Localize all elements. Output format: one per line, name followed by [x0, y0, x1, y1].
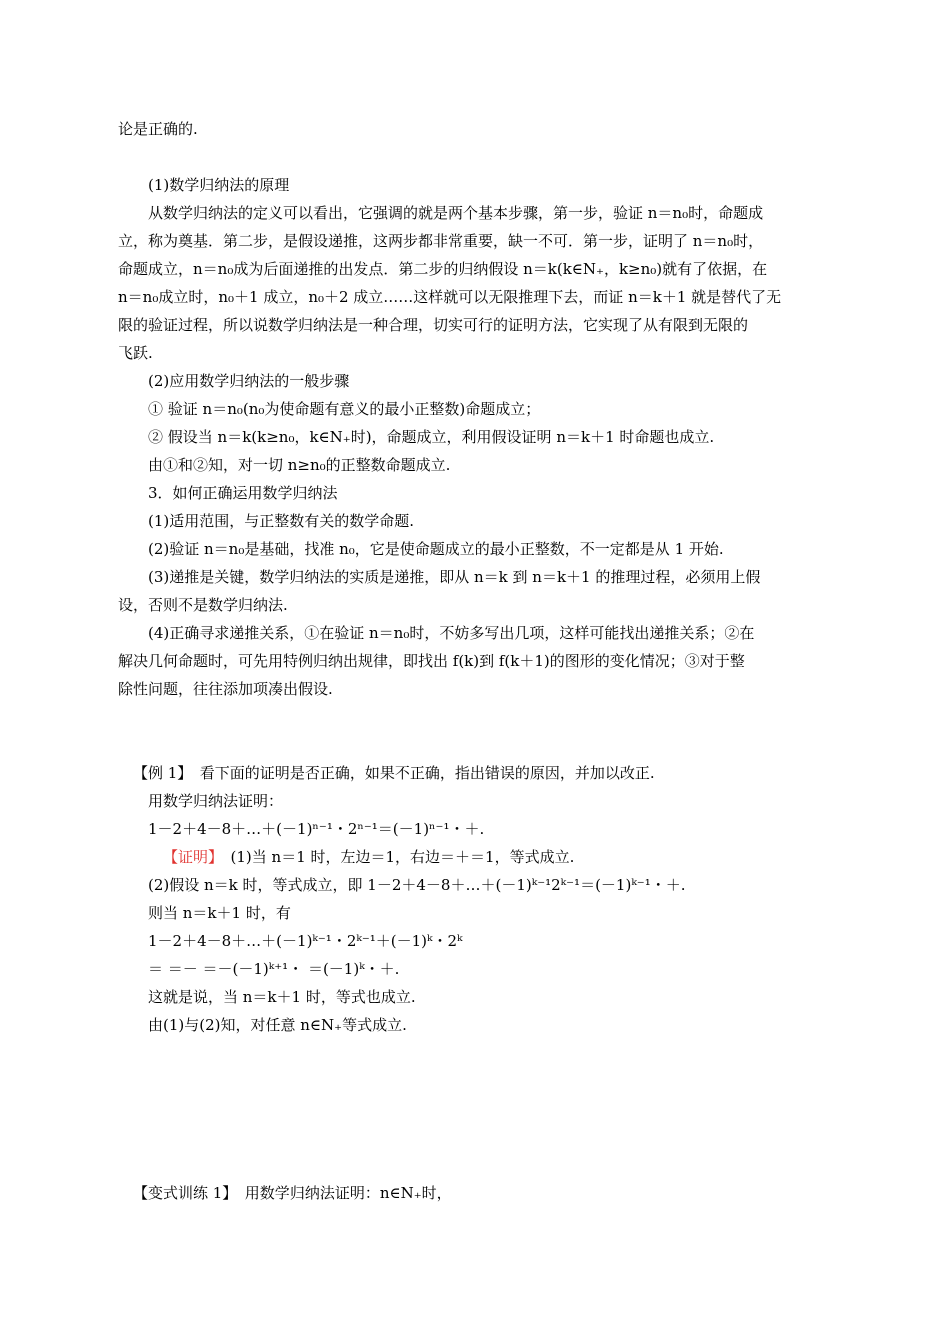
formula-line: 1－2＋4－8＋…＋(－1)ᵏ⁻¹・2ᵏ⁻¹＋(－1)ᵏ・2ᵏ: [148, 932, 463, 950]
text-line: 飞跃.: [118, 344, 153, 362]
text-line: 用数学归纳法证明：: [148, 792, 284, 810]
text-line: 这就是说，当 n＝k＋1 时，等式也成立.: [148, 988, 416, 1006]
text-line: 立，称为奠基．第二步，是假设递推，这两步都非常重要，缺一不可．第一步，证明了 n＝n₀时，: [118, 232, 764, 250]
proof-label: 【证明】: [163, 848, 216, 866]
text-line: n＝n₀成立时，n₀＋1 成立，n₀＋2 成立……这样就可以无限推理下去，而证 n＝k＋1 就是替代了无: [118, 288, 782, 306]
example-heading: 【例 1】 看下面的证明是否正确，如果不正确，指出错误的原因，并加以改正.: [133, 764, 655, 782]
text-line: (4)正确寻求递推关系，①在验证 n＝n₀时，不妨多写出几项，这样可能找出递推关系；②在: [148, 624, 755, 642]
section-heading: (2)应用数学归纳法的一般步骤: [148, 372, 350, 390]
text-line: (2)验证 n＝n₀是基础，找准 n₀，它是使命题成立的最小正整数，不一定都是从 1 开始.: [148, 540, 724, 558]
text-line: (2)假设 n＝k 时，等式成立，即 1－2＋4－8＋…＋(－1)ᵏ⁻¹2ᵏ⁻¹＝(－1)ᵏ⁻¹・＋.: [148, 876, 686, 894]
text-line: ① 验证 n＝n₀(n₀为使命题有意义的最小正整数)命题成立；: [148, 400, 541, 418]
exercise-heading: 【变式训练 1】 用数学归纳法证明：n∈N₊时，: [133, 1184, 452, 1202]
text-line: 限的验证过程，所以说数学归纳法是一种合理，切实可行的证明方法，它实现了从有限到无限的: [118, 316, 749, 334]
text-line: 除性问题，往往添加项凑出假设.: [118, 680, 333, 698]
section-heading: 3．如何正确运用数学归纳法: [148, 484, 338, 502]
text-line: 则当 n＝k＋1 时，有: [148, 904, 291, 922]
text-line: 论是正确的.: [118, 120, 198, 138]
text-line: 设，否则不是数学归纳法.: [118, 596, 288, 614]
proof-text: (1)当 n＝1 时，左边＝1，右边＝＋＝1，等式成立.: [215, 848, 575, 866]
text-line: 命题成立，n＝n₀成为后面递推的出发点．第二步的归纳假设 n＝k(k∈N₊，k≥n₀)就有了依据，在: [118, 260, 768, 278]
text-line: ② 假设当 n＝k(k≥n₀，k∈N₊时)，命题成立，利用假设证明 n＝k＋1 时命题也成立.: [148, 428, 715, 446]
text-line: 由①和②知，对一切 n≥n₀的正整数命题成立.: [148, 456, 451, 474]
text-line: 解决几何命题时，可先用特例归纳出规律，即找出 f(k)到 f(k＋1)的图形的变化情况；③对于整: [118, 652, 745, 670]
text-line: 从数学归纳法的定义可以看出，它强调的就是两个基本步骤，第一步，验证 n＝n₀时，命题成: [148, 204, 764, 222]
formula-line: ＝ ＝－ ＝－(－1)ᵏ⁺¹・ ＝(－1)ᵏ・＋.: [148, 960, 400, 978]
text-line: 由(1)与(2)知，对任意 n∈N₊等式成立.: [148, 1016, 407, 1034]
proof-line: [163, 847, 853, 867]
text-line: (3)递推是关键，数学归纳法的实质是递推，即从 n＝k 到 n＝k＋1 的推理过程，必须用上假: [148, 568, 761, 586]
section-heading: (1)数学归纳法的原理: [148, 176, 290, 194]
formula-line: 1－2＋4－8＋…＋(－1)ⁿ⁻¹・2ⁿ⁻¹＝(－1)ⁿ⁻¹・＋.: [148, 820, 485, 838]
text-line: (1)适用范围，与正整数有关的数学命题.: [148, 512, 415, 530]
